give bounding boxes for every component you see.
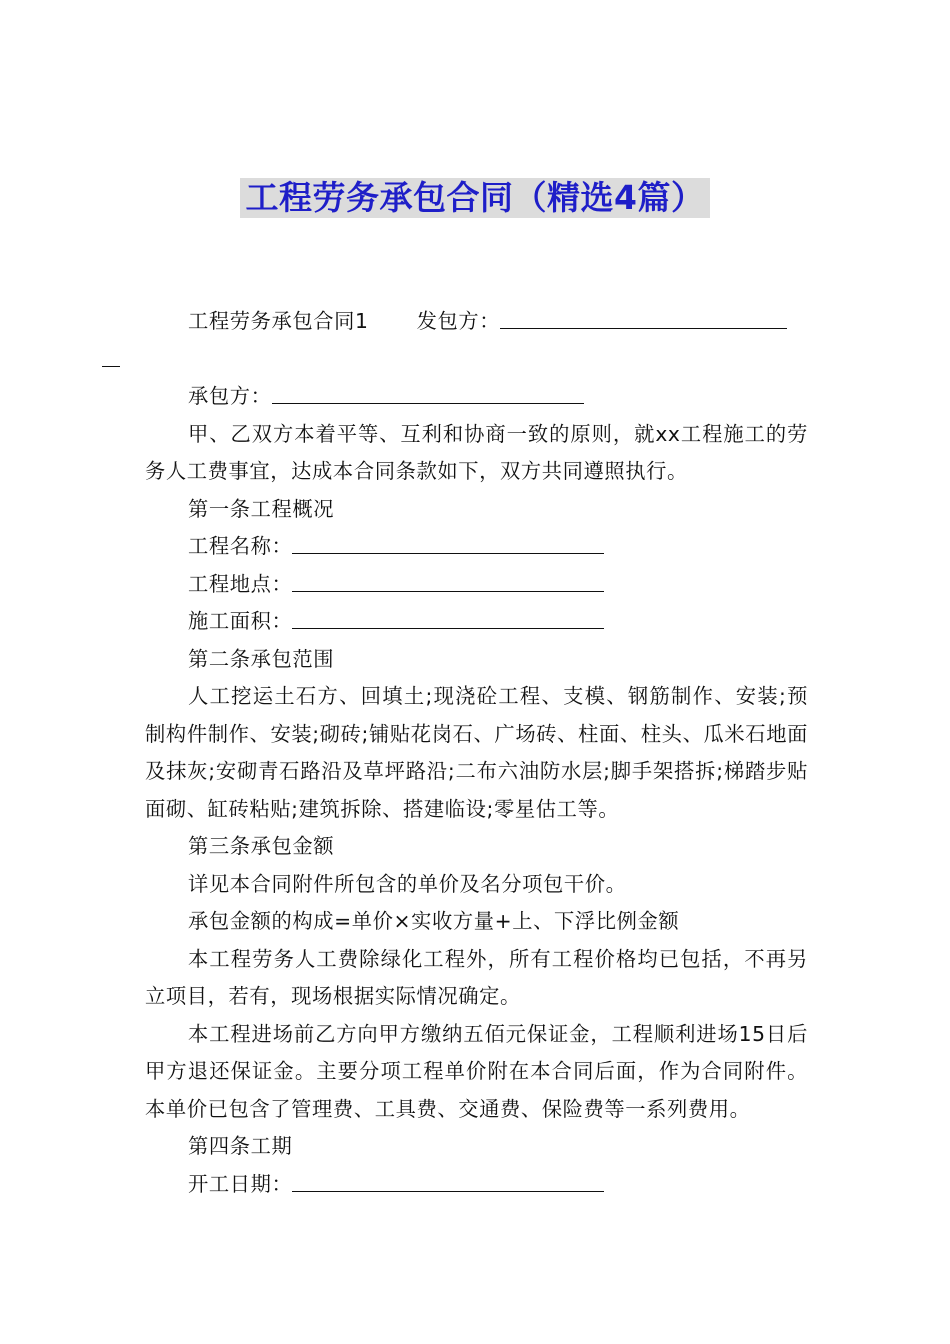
party-b-label: 承包方： bbox=[188, 384, 272, 408]
party-a-label: 发包方： bbox=[416, 309, 501, 333]
contract-heading: 工程劳务承包合同1 bbox=[188, 309, 369, 333]
heading-line bbox=[145, 303, 808, 378]
party-b-line bbox=[145, 378, 808, 416]
project-site-line bbox=[145, 566, 808, 604]
party-b-blank bbox=[272, 381, 584, 404]
start-date-line bbox=[145, 1166, 808, 1204]
document-title: 工程劳务承包合同（精选4篇） bbox=[240, 178, 711, 218]
project-site-blank bbox=[292, 569, 604, 592]
article-3-heading: 第三条承包金额 bbox=[188, 834, 335, 858]
title-wrap bbox=[0, 178, 950, 218]
project-name-blank bbox=[292, 531, 604, 554]
intro-paragraph: 甲、乙双方本着平等、互利和协商一致的原则，就xx工程施工的劳务人工费事宜，达成本合同条款如下，双方共同遵照执行。 bbox=[145, 421, 808, 483]
amount-paragraph-1: 详见本合同附件所包含的单价及名分项包干价。 bbox=[188, 871, 627, 896]
party-a-blank-cont bbox=[102, 344, 120, 367]
party-a-blank bbox=[500, 306, 787, 329]
document-body bbox=[145, 303, 808, 1203]
construction-area-label: 施工面积： bbox=[188, 609, 293, 633]
project-name-line bbox=[145, 528, 808, 566]
amount-paragraph-3: 本工程劳务人工费除绿化工程外，所有工程价格均已包括，不再另立项目，若有，现场根据实际情况确定。 bbox=[145, 946, 808, 1008]
article-4-heading: 第四条工期 bbox=[188, 1134, 293, 1158]
start-date-blank bbox=[292, 1169, 604, 1192]
amount-paragraph-2: 承包金额的构成=单价×实收方量+上、下浮比例金额 bbox=[188, 909, 680, 933]
scope-paragraph: 人工挖运土石方、回填土;现浇砼工程、支模、钢筋制作、安装;预制构件制作、安装;砌砖;铺贴花岗石、广场砖、柱面、柱头、瓜米石地面及抹灰;安砌青石路沿及草坪路沿;二布六油防水层;脚手架搭拆;梯踏步贴面砌、缸砖粘贴;建筑拆除、搭建临设;零星估工等。 bbox=[145, 684, 808, 821]
construction-area-blank bbox=[292, 606, 604, 629]
project-site-label: 工程地点： bbox=[188, 571, 293, 596]
project-name-label: 工程名称： bbox=[188, 534, 293, 558]
article-1-heading: 第一条工程概况 bbox=[188, 496, 335, 521]
article-2-heading: 第二条承包范围 bbox=[188, 646, 335, 671]
amount-paragraph-4: 本工程进场前乙方向甲方缴纳五佰元保证金，工程顺利进场15日后甲方退还保证金。主要分项工程单价附在本合同后面，作为合同附件。本单价已包含了管理费、工具费、交通费、保险费等一系列费用。 bbox=[145, 1021, 808, 1121]
start-date-label: 开工日期： bbox=[188, 1171, 293, 1196]
construction-area-line bbox=[145, 603, 808, 641]
